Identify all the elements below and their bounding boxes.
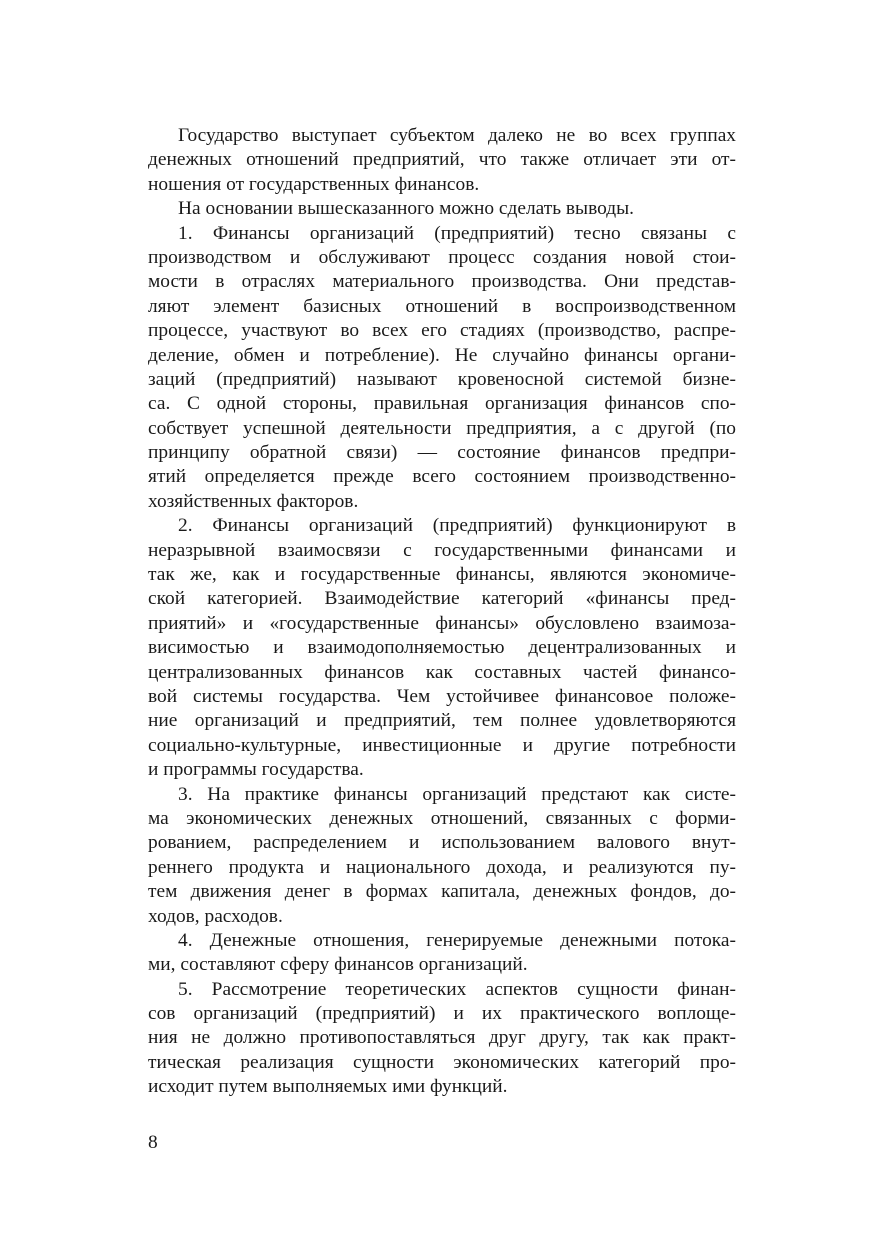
text-line: 2. Финансы организаций (предприятий) функционируют в — [178, 515, 736, 537]
text-line: рованием, распределением и использованием валового внут- — [148, 832, 736, 854]
text-line: 5. Рассмотрение теоретических аспектов сущности финан- — [178, 978, 736, 1000]
text-line: централизованных финансов как составных частей финансо- — [148, 661, 736, 683]
text-line: ятий определяется прежде всего состоянием производственно- — [148, 466, 736, 488]
text-line: хозяйственных факторов. — [148, 490, 359, 512]
text-line: реннего продукта и национального дохода, и реализуются пу- — [148, 856, 736, 878]
text-line: са. С одной стороны, правильная организация финансов спо- — [148, 393, 736, 415]
text-line: ношения от государственных финансов. — [148, 173, 480, 195]
text-line: социально-культурные, инвестиционные и другие потребности — [148, 734, 736, 756]
text-line: исходит путем выполняемых ими функций. — [148, 1076, 508, 1098]
text-line: денежных отношений предприятий, что также отличает эти от- — [148, 149, 736, 171]
text-line: так же, как и государственные финансы, являются экономиче- — [148, 564, 736, 586]
paragraph — [148, 514, 736, 782]
text-line: производством и обслуживают процесс создания новой стои- — [148, 246, 736, 268]
text-line: процессе, участвуют во всех его стадиях (производство, распре- — [148, 320, 736, 342]
text-line: ской категорией. Взаимодействие категорий «финансы пред- — [148, 588, 736, 610]
text-line: тическая реализация сущности экономических категорий про- — [148, 1051, 736, 1073]
text-line: принципу обратной связи) — состояние финансов предпри- — [148, 442, 736, 464]
paragraph — [148, 783, 736, 929]
text-line: вой системы государства. Чем устойчивее финансовое положе- — [148, 685, 736, 707]
text-line: и программы государства. — [148, 759, 364, 781]
text-line: ми, составляют сферу финансов организаций. — [148, 954, 528, 976]
text-line: приятий» и «государственные финансы» обусловлено взаимоза- — [148, 612, 736, 634]
paragraph — [148, 222, 736, 515]
text-line: На основании вышесказанного можно сделать выводы. — [178, 198, 634, 220]
page-body — [148, 124, 736, 1100]
text-line: мости в отраслях материального производства. Они представ- — [148, 271, 736, 293]
text-line: ма экономических денежных отношений, связанных с форми- — [148, 807, 736, 829]
paragraph — [148, 978, 736, 1100]
paragraph — [148, 929, 736, 978]
text-line: ходов, расходов. — [148, 905, 283, 927]
text-line: Государство выступает субъектом далеко не во всех группах — [178, 125, 736, 146]
text-line: сов организаций (предприятий) и их практического воплоще- — [148, 1003, 736, 1025]
text-line: тем движения денег в формах капитала, денежных фондов, до- — [148, 881, 736, 903]
text-line: ние организаций и предприятий, тем полнее удовлетворяются — [148, 710, 736, 732]
text-line: висимостью и взаимодополняемостью децентрализованных и — [148, 637, 736, 659]
text-line: ния не должно противопоставляться друг другу, так как практ- — [148, 1027, 736, 1049]
text-line: 3. На практике финансы организаций предстают как систе- — [178, 783, 736, 805]
text-line: собствует успешной деятельности предприятия, а с другой (по — [148, 417, 736, 439]
text-line: 1. Финансы организаций (предприятий) тесно связаны с — [178, 222, 736, 244]
text-line: заций (предприятий) называют кровеносной системой бизне- — [148, 368, 736, 390]
text-line: 4. Денежные отношения, генерируемые денежными потока- — [178, 929, 736, 951]
page-number: 8 — [148, 1132, 158, 1153]
text-line: неразрывной взаимосвязи с государственными финансами и — [148, 539, 736, 561]
text-line: ляют элемент базисных отношений в воспроизводственном — [148, 295, 736, 317]
text-line: деление, обмен и потребление). Не случайно финансы органи- — [148, 344, 736, 366]
paragraph — [148, 197, 736, 221]
paragraph — [148, 124, 736, 197]
